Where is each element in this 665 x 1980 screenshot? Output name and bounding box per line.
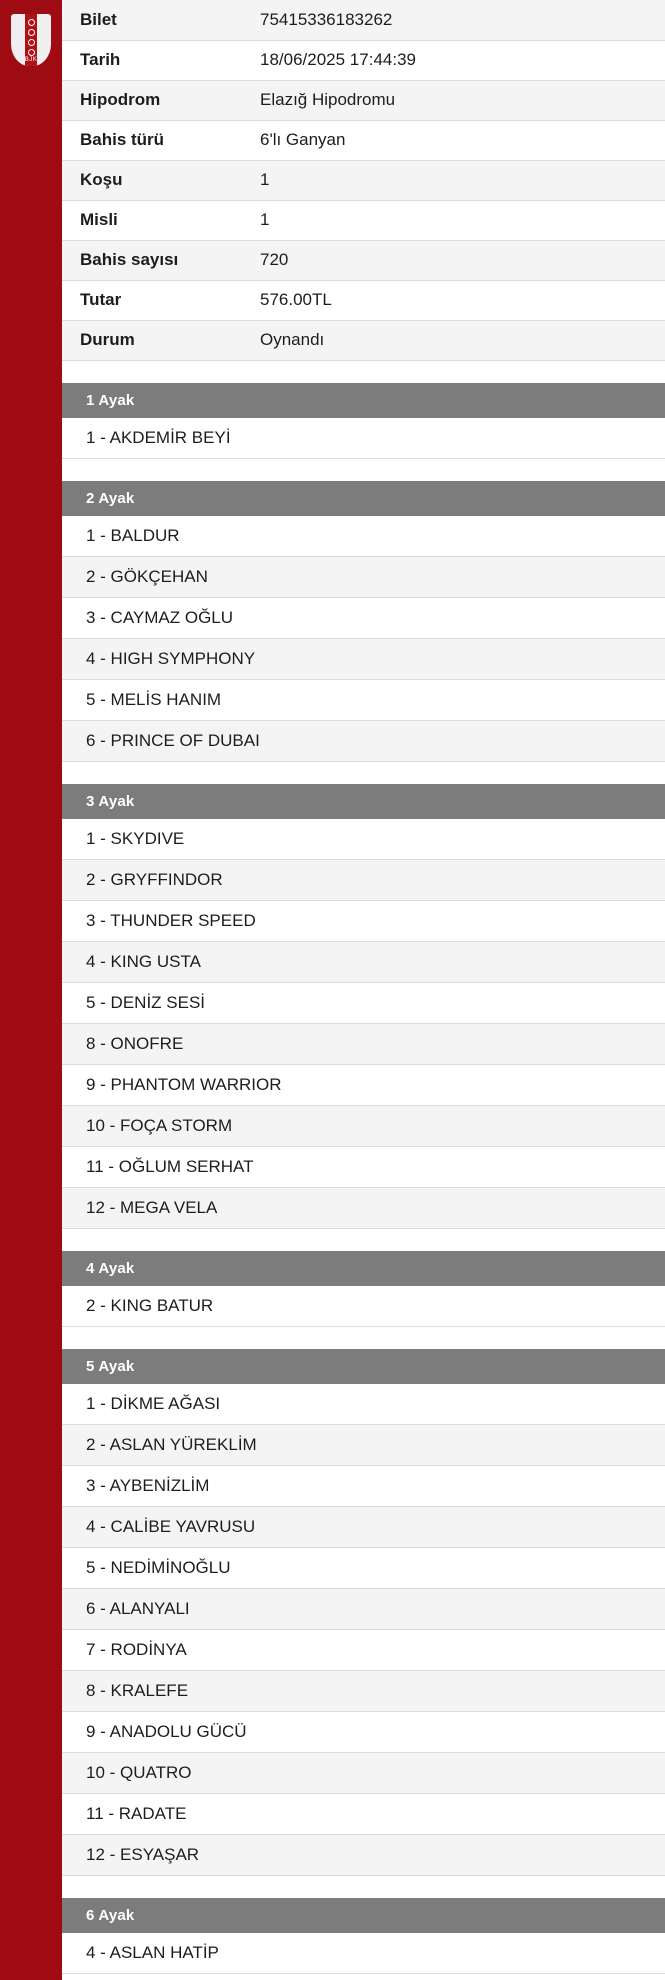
detail-key: Hipodrom — [62, 80, 242, 120]
leg-header: 6 Ayak — [62, 1898, 665, 1933]
leg-rows — [62, 1933, 665, 1974]
leg-block-2 — [62, 481, 665, 762]
crest-dot — [28, 19, 35, 26]
leg-block-6 — [62, 1898, 665, 1974]
detail-key: Tarih — [62, 40, 242, 80]
list-item: 3 - CAYMAZ OĞLU — [62, 598, 665, 639]
detail-key: Misli — [62, 200, 242, 240]
table-row — [62, 0, 665, 40]
list-item: 11 - OĞLUM SERHAT — [62, 1147, 665, 1188]
leg-block-5 — [62, 1349, 665, 1876]
detail-value: 75415336183262 — [242, 0, 665, 40]
list-item: 10 - FOÇA STORM — [62, 1106, 665, 1147]
detail-value: 576.00TL — [242, 280, 665, 320]
detail-key: Bilet — [62, 0, 242, 40]
list-item: 12 - MEGA VELA — [62, 1188, 665, 1229]
detail-value: 6'lı Ganyan — [242, 120, 665, 160]
leg-block-3 — [62, 784, 665, 1229]
leg-header: 5 Ayak — [62, 1349, 665, 1384]
leg-rows — [62, 819, 665, 1229]
detail-key: Bahis sayısı — [62, 240, 242, 280]
table-row — [62, 160, 665, 200]
club-crest-icon — [11, 14, 51, 66]
leg-header: 3 Ayak — [62, 784, 665, 819]
table-row — [62, 200, 665, 240]
leg-rows — [62, 1286, 665, 1327]
detail-value: 1 — [242, 160, 665, 200]
detail-value: Oynandı — [242, 320, 665, 360]
detail-value: 18/06/2025 17:44:39 — [242, 40, 665, 80]
leg-rows — [62, 1384, 665, 1876]
detail-value: 1 — [242, 200, 665, 240]
leg-rows — [62, 418, 665, 459]
list-item: 9 - ANADOLU GÜCÜ — [62, 1712, 665, 1753]
list-item: 2 - GÖKÇEHAN — [62, 557, 665, 598]
brand-rail — [0, 0, 62, 1980]
list-item: 1 - SKYDIVE — [62, 819, 665, 860]
list-item: 9 - PHANTOM WARRIOR — [62, 1065, 665, 1106]
list-item: 4 - ASLAN HATİP — [62, 1933, 665, 1974]
table-row — [62, 240, 665, 280]
detail-key: Bahis türü — [62, 120, 242, 160]
table-row — [62, 120, 665, 160]
list-item: 4 - KING USTA — [62, 942, 665, 983]
list-item: 2 - GRYFFINDOR — [62, 860, 665, 901]
list-item: 10 - QUATRO — [62, 1753, 665, 1794]
list-item: 5 - NEDİMİNOĞLU — [62, 1548, 665, 1589]
leg-header: 4 Ayak — [62, 1251, 665, 1286]
list-item: 2 - ASLAN YÜREKLİM — [62, 1425, 665, 1466]
list-item: 6 - PRINCE OF DUBAI — [62, 721, 665, 762]
list-item: 4 - CALİBE YAVRUSU — [62, 1507, 665, 1548]
ticket-details-table — [62, 0, 665, 361]
table-row — [62, 320, 665, 360]
list-item: 8 - ONOFRE — [62, 1024, 665, 1065]
list-item: 12 - ESYAŞAR — [62, 1835, 665, 1876]
list-item: 6 - ALANYALI — [62, 1589, 665, 1630]
list-item: 5 - DENİZ SESİ — [62, 983, 665, 1024]
list-item: 1 - DİKME AĞASI — [62, 1384, 665, 1425]
list-item: 3 - AYBENİZLİM — [62, 1466, 665, 1507]
list-item: 11 - RADATE — [62, 1794, 665, 1835]
list-item: 2 - KING BATUR — [62, 1286, 665, 1327]
leg-header: 2 Ayak — [62, 481, 665, 516]
crest-dots — [11, 19, 51, 56]
ticket-details-body — [62, 0, 665, 360]
list-item: 3 - THUNDER SPEED — [62, 901, 665, 942]
crest-dot — [28, 39, 35, 46]
list-item: 1 - AKDEMİR BEYİ — [62, 418, 665, 459]
table-row — [62, 40, 665, 80]
leg-header: 1 Ayak — [62, 383, 665, 418]
table-row — [62, 280, 665, 320]
leg-block-1 — [62, 383, 665, 459]
detail-key: Durum — [62, 320, 242, 360]
table-row — [62, 80, 665, 120]
leg-rows — [62, 516, 665, 762]
list-item: 8 - KRALEFE — [62, 1671, 665, 1712]
detail-value: 720 — [242, 240, 665, 280]
leg-block-4 — [62, 1251, 665, 1327]
ticket-content — [62, 0, 665, 1980]
detail-key: Koşu — [62, 160, 242, 200]
list-item: 5 - MELİS HANIM — [62, 680, 665, 721]
list-item: 7 - RODİNYA — [62, 1630, 665, 1671]
list-item: 1 - BALDUR — [62, 516, 665, 557]
list-item: 4 - HIGH SYMPHONY — [62, 639, 665, 680]
crest-dot — [28, 49, 35, 56]
crest-letters: BJK — [24, 57, 38, 63]
detail-value: Elazığ Hipodromu — [242, 80, 665, 120]
detail-key: Tutar — [62, 280, 242, 320]
crest-dot — [28, 29, 35, 36]
